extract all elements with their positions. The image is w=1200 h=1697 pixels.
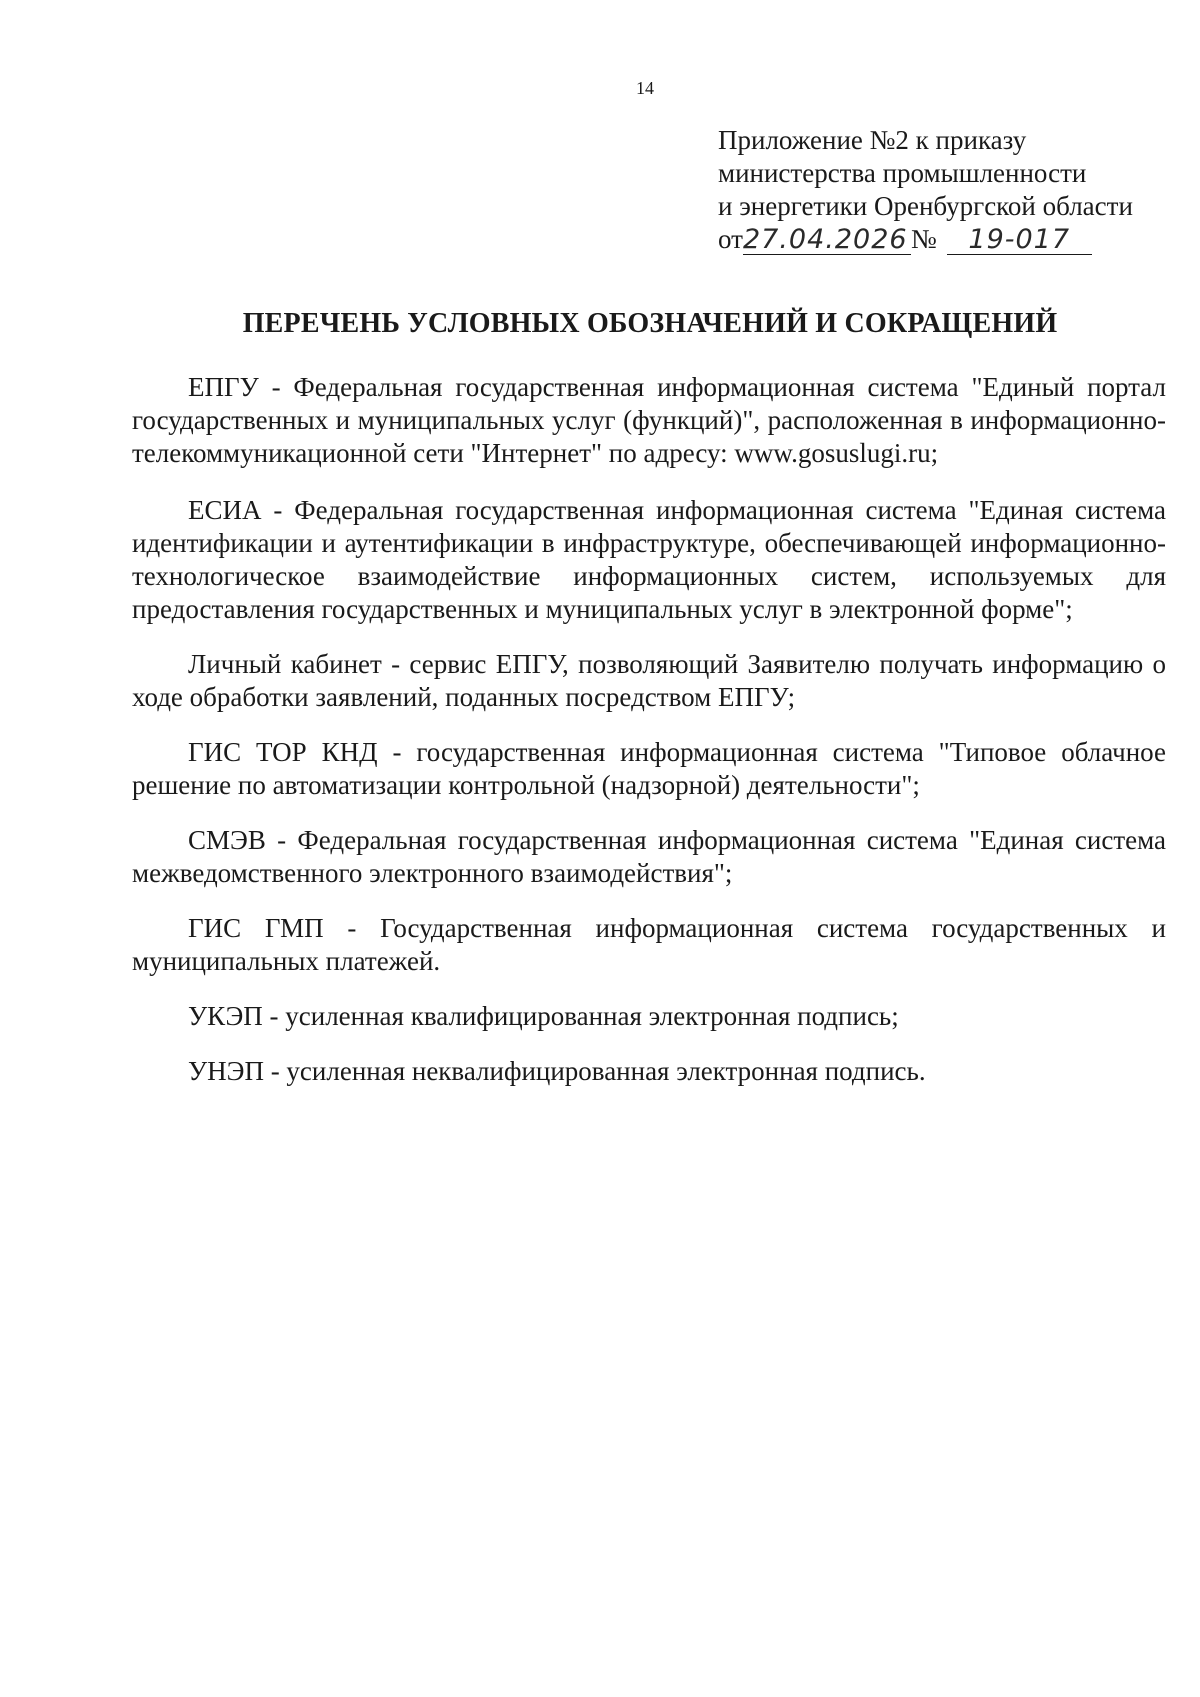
entry-epgu: ЕПГУ - Федеральная государственная информационная система "Единый портал государственных и муниципальных услуг (функций)", расположенная в информационно-телекоммуникационной сети "Интернет" по адресу: www.gosuslugi.ru; [132, 372, 1166, 468]
date-prefix: от [718, 224, 743, 254]
handwritten-date: 27.04.2026 [743, 226, 911, 255]
entry-gis-tor-knd: ГИС ТОР КНД - государственная информационная система "Типовое облачное решение по автоматизации контрольной (надзорной) деятельности"; [132, 737, 1166, 800]
abbreviations-list [132, 371, 1166, 1106]
appendix-date-line [718, 223, 1178, 256]
number-prefix: № [910, 224, 937, 254]
appendix-line-2: министерства промышленности [718, 158, 1087, 188]
appendix-line-1: Приложение №2 к приказу [718, 125, 1027, 155]
appendix-header [718, 124, 1178, 256]
entry-gis-gmp: ГИС ГМП - Государственная информационная система государственных и муниципальных платежей. [132, 913, 1166, 976]
handwritten-number: 19-017 [947, 226, 1092, 255]
appendix-line-3: и энергетики Оренбургской области [718, 191, 1133, 221]
page-number: 14 [636, 78, 654, 98]
entry-unep: УНЭП - усиленная неквалифицированная электронная подпись. [188, 1056, 926, 1086]
entry-personal-account: Личный кабинет - сервис ЕПГУ, позволяющий Заявителю получать информацию о ходе обработки заявлений, поданных посредством ЕПГУ; [132, 649, 1166, 712]
entry-smev: СМЭВ - Федеральная государственная информационная система "Единая система межведомственного электронного взаимодействия"; [132, 825, 1166, 888]
document-title: ПЕРЕЧЕНЬ УСЛОВНЫХ ОБОЗНАЧЕНИЙ И СОКРАЩЕНИЙ [242, 308, 1058, 339]
entry-ukep: УКЭП - усиленная квалифицированная электронная подпись; [188, 1001, 899, 1031]
entry-esia: ЕСИА - Федеральная государственная информационная система "Единая система идентификации и аутентификации в инфраструктуре, обеспечивающей информационно-технологическое взаимодействие информационных систем, используемых для предоставления государственных и муниципальных услуг в электронной форме"; [132, 495, 1166, 624]
